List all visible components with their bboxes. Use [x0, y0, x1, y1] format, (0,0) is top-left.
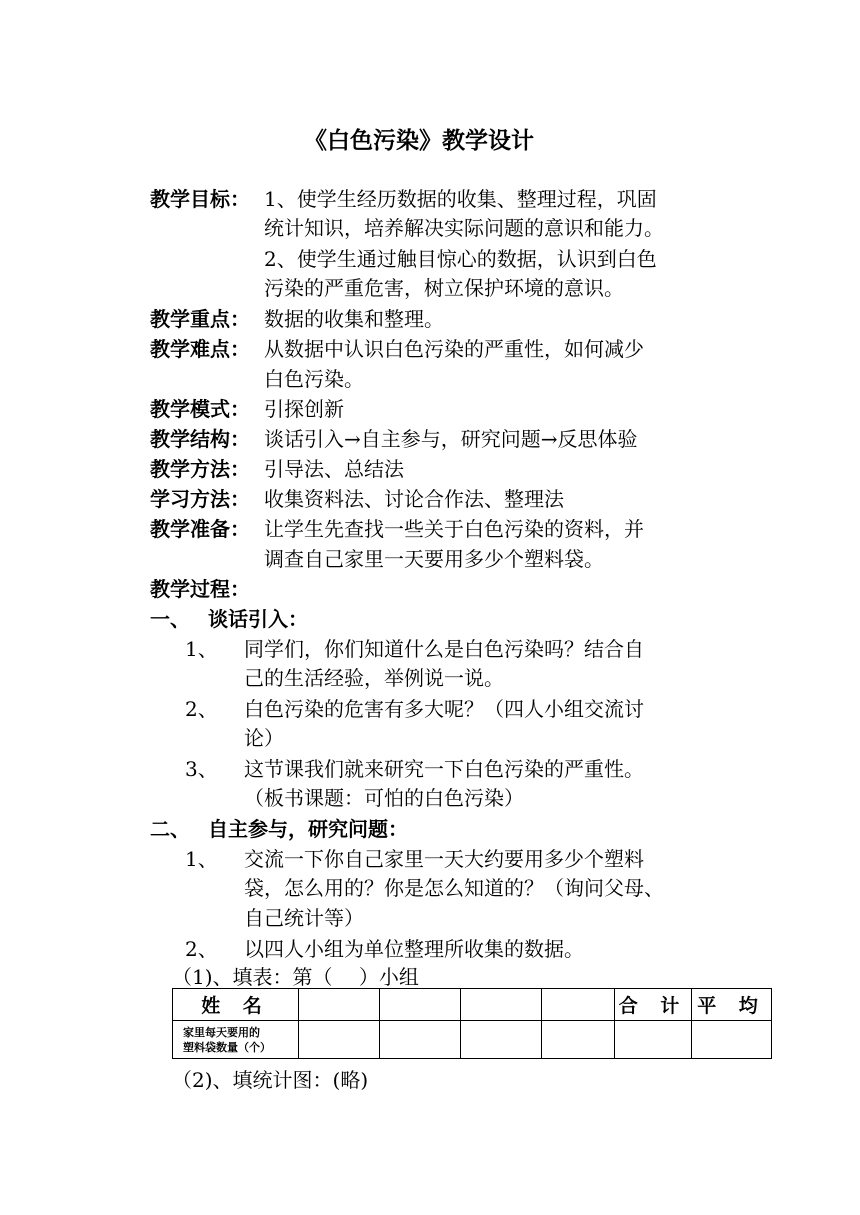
total-header: 合 计: [615, 989, 692, 1021]
count-cell-1[interactable]: [299, 1021, 380, 1059]
mode-label: 教学模式：: [150, 397, 250, 421]
preparation-label: 教学准备：: [150, 517, 250, 541]
objectives-line-2: 统计知识，培养解决实际问题的意识和能力。: [264, 216, 664, 240]
preparation-line-2: 调查自己家里一天要用多少个塑料袋。: [264, 547, 604, 571]
average-cell[interactable]: [692, 1021, 772, 1059]
section-2-title: 自主参与，研究问题：: [208, 817, 408, 841]
count-cell-2[interactable]: [380, 1021, 461, 1059]
teaching-method-label: 教学方法：: [150, 457, 250, 481]
s1-point-3-number: 3、: [185, 757, 218, 781]
average-header: 平 均: [692, 989, 772, 1021]
teaching-method-line-1: 引导法、总结法: [264, 457, 404, 481]
fill-chart-instruction: （2)、填统计图：(略): [172, 1068, 369, 1092]
s1-point-2-line-2: 论）: [244, 726, 284, 750]
bag-count-header: [173, 1021, 299, 1059]
name-cell-2[interactable]: [380, 989, 461, 1021]
name-cell-3[interactable]: [461, 989, 542, 1021]
count-cell-3[interactable]: [461, 1021, 542, 1059]
difficulty-label: 教学难点：: [150, 337, 250, 361]
structure-line-1: 谈话引入→自主参与，研究问题→反思体验: [264, 427, 638, 451]
s1-point-1-number: 1、: [185, 637, 218, 661]
name-cell-1[interactable]: [299, 989, 380, 1021]
s2-point-1-line-3: 自己统计等）: [244, 906, 364, 930]
data-table: [172, 988, 772, 1059]
page-title: 《白色污染》教学设计: [304, 127, 534, 154]
mode-line-1: 引探创新: [264, 397, 344, 421]
bag-count-header-line-2: 塑料袋数量（个）: [183, 1040, 271, 1054]
keypoint-line-1: 数据的收集和整理。: [264, 307, 444, 331]
s2-point-2-line-1: 以四人小组为单位整理所收集的数据。: [244, 937, 584, 961]
learning-method-line-1: 收集资料法、讨论合作法、整理法: [264, 487, 564, 511]
difficulty-line-1: 从数据中认识白色污染的严重性，如何减少: [264, 337, 644, 361]
table-row: [173, 1021, 772, 1059]
fill-table-instruction: （1)、填表：第（ ）小组: [172, 965, 419, 989]
s1-point-2-number: 2、: [185, 697, 218, 721]
s1-point-1-line-2: 己的生活经验，举例说一说。: [244, 666, 504, 690]
count-cell-4[interactable]: [542, 1021, 615, 1059]
objectives-label: 教学目标：: [150, 187, 250, 211]
s2-point-1-number: 1、: [185, 847, 218, 871]
table-header-row: [173, 989, 772, 1021]
preparation-line-1: 让学生先查找一些关于白色污染的资料，并: [264, 517, 644, 541]
difficulty-line-2: 白色污染。: [264, 367, 364, 391]
s2-point-1-line-2: 袋，怎么用的？你是怎么知道的？（询问父母、: [244, 876, 664, 900]
process-label: 教学过程：: [150, 577, 250, 601]
structure-label: 教学结构：: [150, 427, 250, 451]
s1-point-1-line-1: 同学们，你们知道什么是白色污染吗？结合自: [244, 637, 644, 661]
section-1-title: 谈话引入：: [208, 607, 308, 631]
name-header: 姓 名: [173, 989, 299, 1021]
bag-count-header-line-1: 家里每天要用的: [183, 1025, 260, 1039]
learning-method-label: 学习方法：: [150, 487, 250, 511]
section-1-number: 一、: [150, 607, 190, 631]
objectives-line-1: 1、使学生经历数据的收集、整理过程，巩固: [264, 187, 657, 211]
s2-point-2-number: 2、: [185, 937, 218, 961]
name-cell-4[interactable]: [542, 989, 615, 1021]
s2-point-1-line-1: 交流一下你自己家里一天大约要用多少个塑料: [244, 847, 644, 871]
total-cell[interactable]: [615, 1021, 692, 1059]
s1-point-3-line-2: （板书课题：可怕的白色污染）: [244, 786, 524, 810]
objectives-line-3: 2、使学生通过触目惊心的数据，认识到白色: [264, 247, 657, 271]
objectives-line-4: 污染的严重危害，树立保护环境的意识。: [264, 276, 624, 300]
keypoint-label: 教学重点：: [150, 307, 250, 331]
s1-point-3-line-1: 这节课我们就来研究一下白色污染的严重性。: [244, 757, 644, 781]
section-2-number: 二、: [150, 817, 190, 841]
s1-point-2-line-1: 白色污染的危害有多大呢？（四人小组交流讨: [244, 697, 644, 721]
